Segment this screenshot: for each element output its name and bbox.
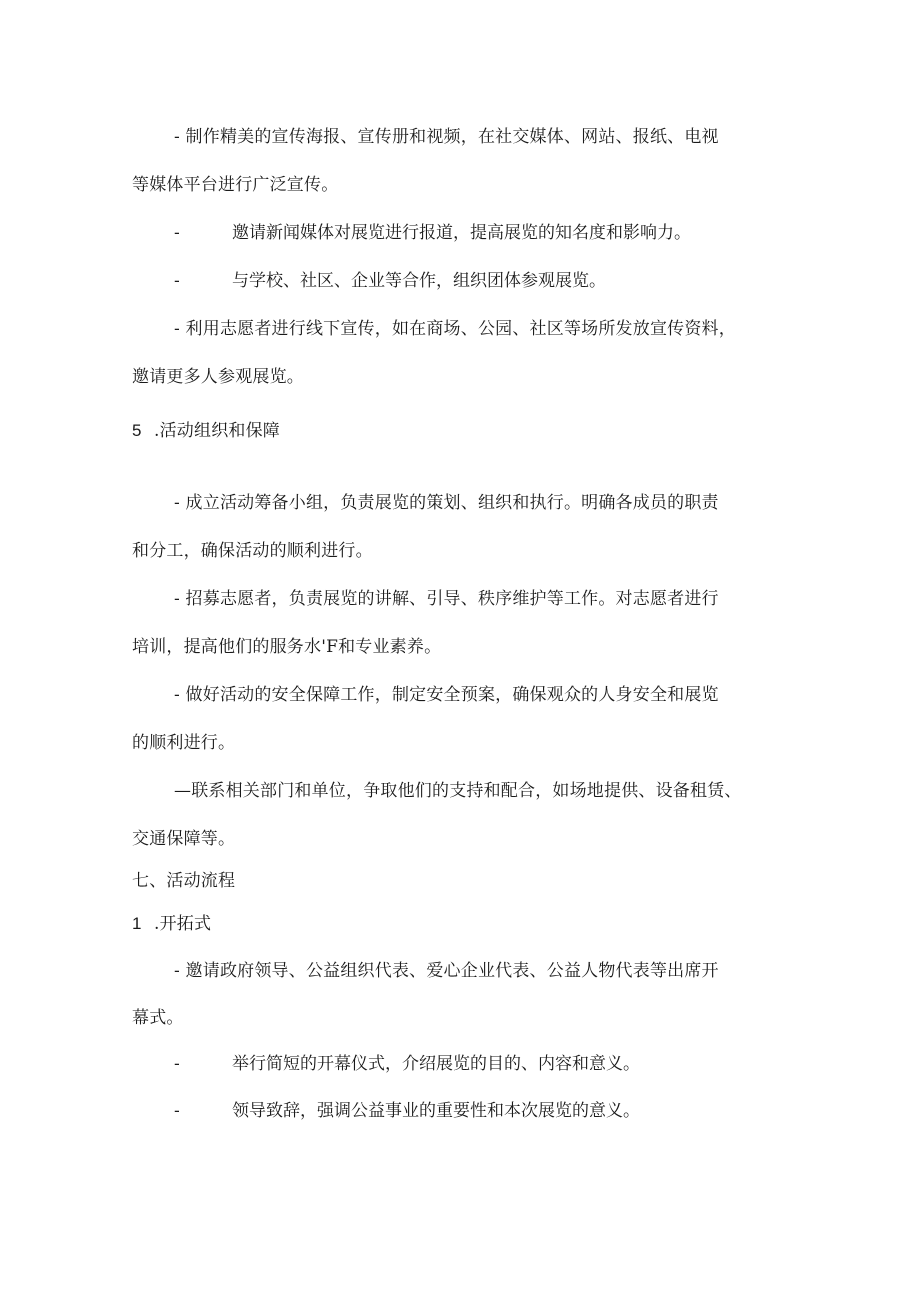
heading-text: .活动组织和保障 (154, 421, 281, 441)
paragraph-media-coverage-text: 邀请新闻媒体对展览进行报道，提高展览的知名度和影响力。 (232, 223, 691, 243)
list-dash: - (174, 271, 180, 291)
paragraph-volunteer-promo-line2: 邀请更多人参观展览。 (132, 367, 304, 387)
paragraph-planning-team-line2: 和分工，确保活动的顺利进行。 (132, 541, 373, 561)
heading-organization-guarantee (132, 420, 280, 442)
paragraph-opening-ceremony-text: 举行简短的开幕仪式，介绍展览的目的、内容和意义。 (232, 1054, 640, 1074)
heading-activity-process: 七、活动流程 (132, 871, 236, 891)
heading-number: 1 (132, 914, 142, 933)
list-dash: - (174, 223, 180, 243)
paragraph-safety-line1: - 做好活动的安全保障工作，制定安全预案，确保观众的人身安全和展览 (174, 685, 719, 705)
paragraph-recruit-volunteers-line1: - 招募志愿者，负责展览的讲解、引导、秩序维护等工作。对志愿者进行 (174, 589, 719, 609)
paragraph-promo-materials-line2: 等媒体平台进行广泛宣传。 (132, 175, 339, 195)
paragraph-group-visits-text: 与学校、社区、企业等合作，组织团体参观展览。 (232, 271, 606, 291)
heading-opening (132, 913, 211, 935)
paragraph-planning-team-line1: - 成立活动筹备小组，负责展览的策划、组织和执行。明确各成员的职责 (174, 493, 719, 513)
paragraph-invite-guests-line1: - 邀请政府领导、公益组织代表、爱心企业代表、公益人物代表等出席开 (174, 961, 719, 981)
list-dash: - (174, 1101, 180, 1121)
paragraph-promo-materials-line1: - 制作精美的宣传海报、宣传册和视频，在社交媒体、网站、报纸、电视 (174, 127, 719, 147)
paragraph-contact-departments-line2: 交通保障等。 (132, 829, 236, 849)
paragraph-leader-speech (174, 1100, 640, 1122)
paragraph-volunteer-promo-line1: - 利用志愿者进行线下宣传，如在商场、公园、社区等场所发放宣传资料， (174, 319, 736, 339)
paragraph-leader-speech-text: 领导致辞，强调公益事业的重要性和本次展览的意义。 (232, 1101, 640, 1121)
paragraph-group-visits (174, 270, 606, 292)
paragraph-media-coverage (174, 222, 691, 244)
paragraph-contact-departments-line1: —联系相关部门和单位，争取他们的支持和配合，如场地提供、设备租赁、 (174, 781, 742, 801)
heading-number: 5 (132, 421, 142, 440)
heading-text: .开拓式 (154, 914, 212, 934)
paragraph-recruit-volunteers-line2: 培训，提高他们的服务水'F和专业素养。 (132, 637, 442, 657)
paragraph-safety-line2: 的顺利进行。 (132, 733, 236, 753)
list-dash: - (174, 1054, 180, 1074)
paragraph-opening-ceremony (174, 1053, 640, 1075)
paragraph-invite-guests-line2: 幕式。 (132, 1008, 184, 1028)
